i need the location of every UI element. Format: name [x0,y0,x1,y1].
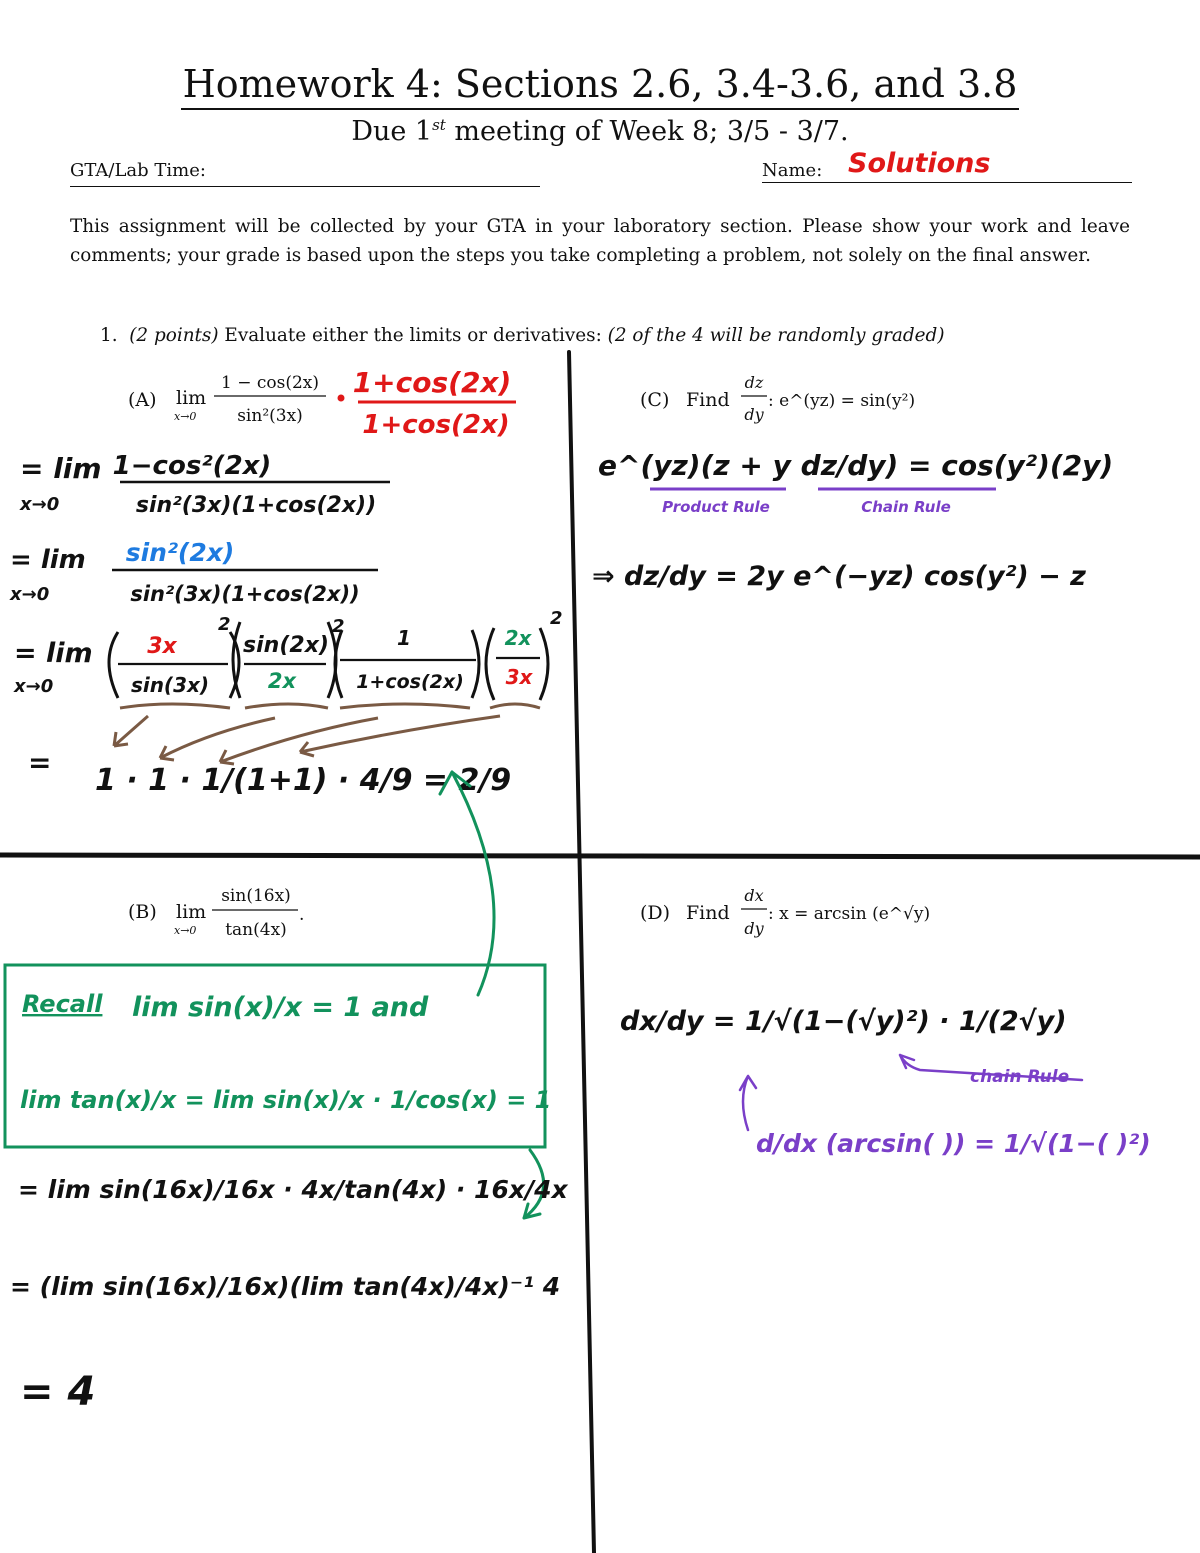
part-a-den: sin²(3x) [237,406,303,426]
part-c-work-1: e^(yz)(z + y dz/dy) = cos(y²)(2y) [598,449,1114,482]
part-d-deriv-den: dy [744,919,764,938]
part-c-work [592,449,1113,592]
part-c-work-2: ⇒ dz/dy = 2y e^(−yz) cos(y²) − z [592,561,1086,592]
part-a-f4-den: 3x [505,665,533,689]
part-a-f3-num: 1 [397,626,411,650]
chain-rule-note-c: Chain Rule [861,498,951,516]
part-a-sub: x→0 [174,410,197,423]
part-a-step1-num: 1−cos²(2x) [112,451,272,481]
svg-text:= lim: = lim [10,545,86,575]
gta-label: GTA/Lab Time: [70,160,206,181]
part-a-work [9,366,563,798]
part-c-deriv-num: dz [744,373,764,392]
part-a-step1-den: sin²(3x)(1+cos(2x)) [135,493,377,518]
part-b-lim: lim [176,901,207,923]
part-b-question [128,886,304,940]
arcsin-derivative-note: d/dx (arcsin( )) = 1/√(1−( )²) [756,1129,1151,1158]
part-a-step2-den: sin²(3x)(1+cos(2x)) [130,582,360,606]
instructions: This assignment will be collected by your GTA in your laboratory section. Please show your work and leave comments; your grade is based upon the steps you take completing a problem, not solely on the final answer. [70,216,1130,266]
part-d-work [620,1006,1151,1158]
recall-box [5,965,551,1147]
part-c-deriv-den: dy [744,405,764,424]
part-c-label: (C) [640,389,670,411]
part-b-sub: x→0 [174,924,197,937]
part-c-question [640,373,915,424]
vertical-divider [569,352,594,1553]
part-d-equation: : x = arcsin (e^√y) [768,904,931,924]
part-a-f2-num: sin(2x) [243,633,329,658]
svg-text:2: 2 [550,608,563,629]
part-a-num: 1 − cos(2x) [220,373,320,393]
horizontal-divider [0,855,1200,857]
recall-line-2: lim tan(x)/x = lim sin(x)/x · 1/cos(x) = 1 [20,1086,552,1114]
part-a-step2-num: sin²(2x) [125,538,235,567]
svg-text:.: . [299,905,305,925]
part-d-question [640,886,930,938]
part-b-final-answer: = 4 [20,1369,96,1415]
part-d-work-1: dx/dy = 1/√(1−(√y)²) · 1/(2√y) [620,1006,1067,1037]
part-d-find: Find [686,902,730,924]
svg-text:x→0: x→0 [10,584,50,605]
recall-line-1: lim sin(x)/x = 1 and [132,992,429,1023]
part-a-f4-num: 2x [504,626,532,650]
page-title: Homework 4: Sections 2.6, 3.4-3.6, and 3.8 [0,62,1200,106]
svg-text:x→0: x→0 [14,676,54,697]
part-a-f1-num: 3x [147,634,177,659]
part-a-f1-den: sin(3x) [130,673,210,697]
part-a-lim: lim [176,387,207,409]
part-b-step-1: = lim sin(16x)/16x · 4x/tan(4x) · 16x/4x [18,1175,568,1204]
part-c-equation: : e^(yz) = sin(y²) [768,391,916,411]
chain-rule-note-d: chain Rule [970,1067,1070,1087]
svg-text:2: 2 [332,616,345,637]
part-a-label: (A) [128,389,157,411]
part-d-deriv-num: dx [744,886,764,905]
part-b-den: tan(4x) [225,920,287,940]
part-b-work [10,1175,568,1415]
svg-text:x→0: x→0 [20,494,60,515]
part-a-question [128,373,326,426]
due-line: Due 1st meeting of Week 8; 3/5 - 3/7. [351,116,849,147]
name-label: Name: [762,160,823,181]
svg-text:2: 2 [218,614,231,635]
part-a-multiplier-den: 1+cos(2x) [362,410,510,440]
part-b-label: (B) [128,901,157,923]
part-a-f2-den: 2x [267,669,297,693]
part-d-label: (D) [640,902,671,924]
name-value: Solutions [848,148,991,179]
part-a-f3-den: 1+cos(2x) [356,671,464,693]
svg-text:= lim: = lim [20,452,102,485]
part-b-num: sin(16x) [221,886,291,906]
part-a-final-answer: 1 · 1 · 1/(1+1) · 4/9 = 2/9 [95,763,512,798]
svg-text:=: = [28,746,52,779]
part-c-find: Find [686,389,730,411]
part-b-step-2: = (lim sin(16x)/16x)(lim tan(4x)/4x)⁻¹ 4 [10,1272,561,1301]
product-rule-note: Product Rule [662,498,770,516]
part-a-multiplier-num: 1+cos(2x) [352,366,512,399]
recall-arrow [440,772,494,995]
svg-text:= lim: = lim [14,638,93,669]
recall-word: Recall [22,990,103,1018]
problem-statement: 1. (2 points) Evaluate either the limits or derivatives: (2 of the 4 will be randomly graded) [100,325,945,346]
